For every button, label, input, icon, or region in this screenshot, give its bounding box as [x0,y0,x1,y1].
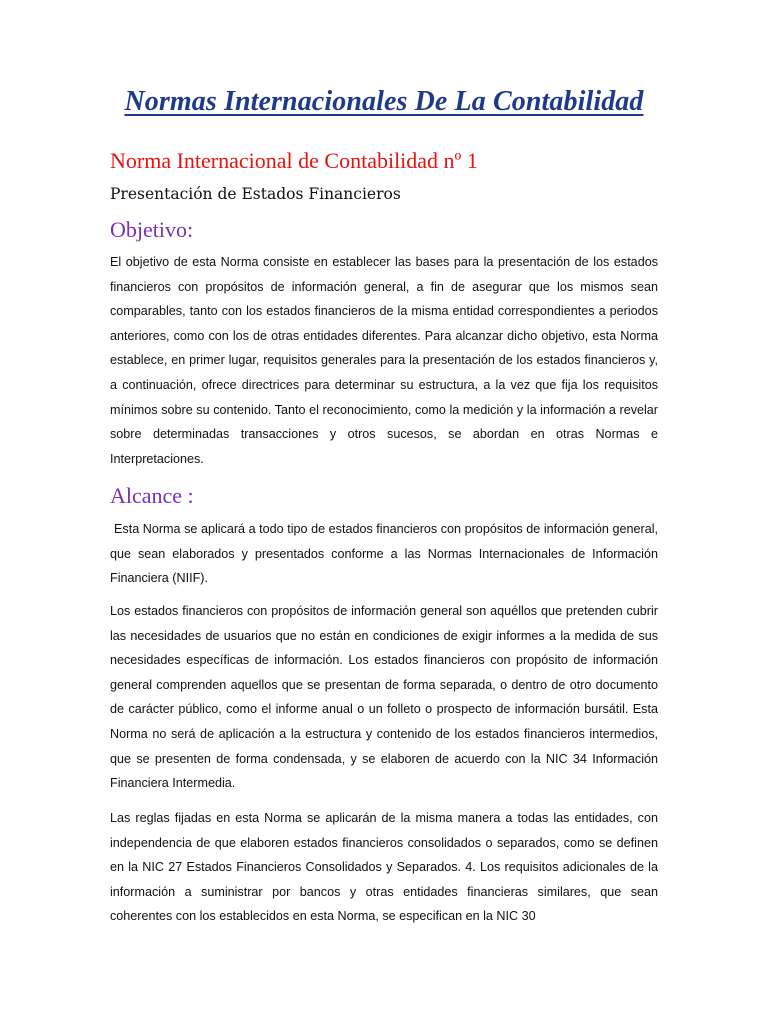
objetivo-heading: Objetivo: [110,217,194,242]
alcance-heading: Alcance : [110,483,194,508]
norm-subtitle: Presentación de Estados Financieros [110,185,401,203]
alcance-paragraph-3: Las reglas fijadas en esta Norma se aplicarán de la misma manera a todas las entidades, con independencia de que elaboren estados financieros consolidados o separados, como se definen en la NIC 27 Estados Financieros Consolidados y Separados. 4. Los requisitos adicionales de la información a suministrar por bancos y otras entidades financieras similares, que sean coherentes con los establecidos en esta Norma, se especifican en la NIC 30 [110,811,658,924]
alcance-paragraph-2: Los estados financieros con propósitos de información general son aquéllos que pretenden cubrir las necesidades de usuarios que no están en condiciones de exigir informes a la medida de sus necesidades específicas de información. Los estados financieros con propósito de información general comprenden aquellos que se presentan de forma separada, o dentro de otro documento de carácter público, como el informe anual o un folleto o prospecto de información bursátil. Esta Norma no será de aplicación a la estructura y contenido de los estados financieros intermedios, que se presenten de forma condensada, y se elaboren de acuerdo con la NIC 34 Información Financiera Intermedia. [110,604,658,791]
objetivo-paragraph: El objetivo de esta Norma consiste en establecer las bases para la presentación de los estados financieros con propósitos de información general, a fin de asegurar que los mismos sean comparables, tanto con los estados financieros de la misma entidad correspondientes a periodos anteriores, como con los de otras entidades diferentes. Para alcanzar dicho objetivo, esta Norma establece, en primer lugar, requisitos generales para la presentación de los estados financieros y, a continuación, ofrece directrices para determinar su estructura, a la vez que fija los requisitos mínimos sobre su contenido. Tanto el reconocimiento, como la medición y la información a revelar sobre determinadas transacciones y otros sucesos, se abordan en otras Normas e Interpretaciones. [110,255,658,466]
alcance-paragraph-1: Esta Norma se aplicará a todo tipo de estados financieros con propósitos de información general, que sean elaborados y presentados conforme a las Normas Internacionales de Información Financiera (NIIF). [110,522,658,586]
document-title: Normas Internacionales De La Contabilidad [124,86,644,117]
norm-title: Norma Internacional de Contabilidad nº 1 [110,148,478,173]
